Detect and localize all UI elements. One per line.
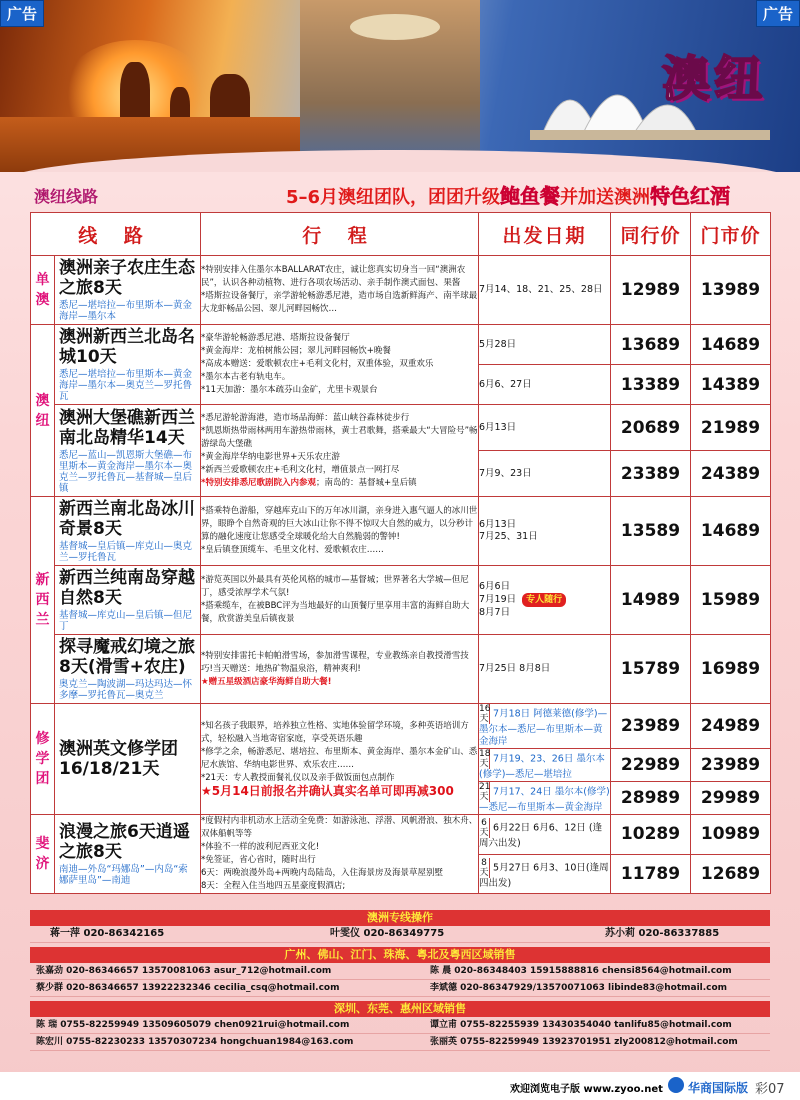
region-label: 修学团 (31, 704, 55, 815)
itinerary-line: *豪华游轮畅游悉尼港、塔斯拉设备餐厅 (201, 333, 350, 343)
header-trade-price: 同行价 (611, 213, 691, 256)
trade-price: 11789 (611, 854, 691, 894)
route-title: 新西兰纯南岛穿越自然8天 (59, 568, 195, 608)
contact-row (30, 1017, 770, 1034)
contact-heading: 广州、佛山、江门、珠海、粤北及粤西区域销售 (30, 947, 770, 963)
trade-price: 22989 (611, 749, 691, 782)
route-cell (55, 815, 201, 894)
date-text: 5月27日 6月3、10日(逢周四出发) (479, 862, 609, 889)
itinerary-line: *体验不一样的波利尼西亚文化! (201, 842, 320, 852)
destination-title: 澳纽 (661, 51, 766, 107)
itinerary-highlight: ★5月14日前报名并确认真实名单可即再减300 (201, 784, 454, 798)
route-cell (55, 497, 201, 566)
itinerary-line: *高成本赠送：爱歌顿农庄+毛利文化村，双重体验，双重欢乐 (201, 359, 434, 369)
contact-entry: 张嘉劲 020-86346657 13570081063 asur_712@hotmail.com (36, 966, 332, 976)
trade-price: 23389 (611, 451, 691, 497)
retail-price: 14389 (691, 365, 771, 405)
table-header (31, 213, 771, 256)
itinerary-line: *免签证，省心省时，随时出行 (201, 855, 316, 865)
region-label: 澳纽 (31, 325, 55, 497)
footer-brand: 华商国际版 (688, 1081, 749, 1095)
itinerary-line: *塔斯拉设备餐厅，亲学游轮畅游悉尼港，造市场自选新鲜海产、南半球最大龙虾畅品公园、翠儿河畔园畅饮… (201, 291, 478, 314)
route-title: 探寻魔戒幻境之旅8天(滑雪+农庄) (59, 637, 195, 677)
table-row (31, 635, 771, 704)
date-line: 6月13日 (479, 519, 517, 530)
route-cell (55, 635, 201, 704)
route-title: 澳洲英文修学团16/18/21天 (59, 739, 178, 779)
table-row (31, 405, 771, 451)
departure-date: 6月6、27日 (479, 365, 611, 405)
itinerary-line: *凯恩斯热带雨林两用车游热带雨林，黄士君歌舞，搭乘最大“大冒险号”畅游绿岛大堡礁 (201, 425, 478, 449)
route-cell (55, 704, 201, 815)
route-title: 澳洲大堡礁新西兰南北岛精华14天 (59, 407, 195, 448)
contact-row (30, 980, 770, 997)
contact-entry: 叶雯仪 020-86349775 (330, 928, 445, 939)
header-itinerary: 行 程 (201, 213, 479, 256)
departure-date: 7月9、23日 (479, 451, 611, 497)
promo-highlight: 特色红酒 (650, 184, 731, 208)
itinerary-cell (201, 256, 479, 325)
retail-price: 21989 (691, 405, 771, 451)
trade-price: 28989 (611, 782, 691, 815)
contact-section (30, 910, 770, 1051)
header-departure: 出发日期 (479, 213, 611, 256)
itinerary-line (201, 477, 478, 490)
itinerary-line: *墨尔本古老有轨电车。 (201, 372, 291, 382)
retail-price: 12689 (691, 854, 771, 894)
itinerary-cell (201, 815, 479, 894)
table-row (31, 256, 771, 325)
route-cell (55, 566, 201, 635)
itinerary-line: *特别安排入住墨尔本BALLARAT农庄，诚让您真实切身当一回“澳洲农民”，认识各种动植物、进行各项农场活动、亲手制作澳式面包、果酱 (201, 265, 466, 288)
departure-date (479, 815, 611, 855)
trade-price: 10289 (611, 815, 691, 855)
itinerary-line: *21天：专人教授面餐礼仪以及亲手做饭面包点制作 (201, 773, 395, 783)
route-table (30, 212, 771, 894)
departure-date (479, 749, 611, 782)
retail-price: 16989 (691, 635, 771, 704)
region-label: 新西兰 (31, 497, 55, 704)
contact-entry: 陈 晨 020-86348403 15915888816 chensi8564@hotmail.com (430, 966, 732, 976)
itinerary-line: 8天：全程入住当地四五星豪度假酒店; (201, 881, 346, 891)
retail-price: 14689 (691, 325, 771, 365)
table-row (31, 325, 771, 365)
itinerary-line: *皇后镇登顶缆车、毛里文化村、爱歌顿农庄…… (201, 545, 384, 555)
date-line: 7月25、31日 (479, 531, 538, 542)
retail-price: 10989 (691, 815, 771, 855)
contact-entry: 陈宏川 0755-82230233 13570307234 hongchuan1984@163.com (36, 1037, 354, 1047)
brand-logo-icon (668, 1077, 684, 1093)
departure-date (479, 704, 611, 749)
duration-label: 21天 (479, 782, 491, 802)
departure-date (479, 497, 611, 566)
route-cell (55, 325, 201, 405)
header-banner (0, 0, 800, 172)
itinerary-line: *搭乘缆车，在被BBC评为当地最好的山顶餐厅里享用丰富的海鲜自助大餐，欣赏游美皇后镇夜景 (201, 601, 470, 624)
contact-entry: 蔡少群 020-86346657 13922232346 cecilia_csq@hotmail.com (36, 983, 340, 993)
trade-price: 15789 (611, 635, 691, 704)
itinerary-line: *黄金海岸：龙柏树熊公园；翠儿河畔园畅饮+晚餐 (201, 346, 391, 356)
table-row (31, 566, 771, 635)
date-line (479, 593, 610, 607)
departure-date: 6月13日 (479, 405, 611, 451)
trade-price: 13389 (611, 365, 691, 405)
header-route: 线 路 (31, 213, 201, 256)
date-line: 8月7日 (479, 607, 511, 618)
contact-heading: 澳洲专线操作 (30, 910, 770, 926)
contact-row (30, 1034, 770, 1051)
escort-badge: 专人随行 (522, 593, 566, 607)
trade-price: 12989 (611, 256, 691, 325)
route-stops: 悉尼—蓝山—凯恩斯大堡礁—布里斯本—黄金海岸—墨尔本—奥克兰—罗托鲁瓦—基督城—皇后镇 (59, 449, 193, 494)
route-title: 新西兰南北岛冰川奇景8天 (59, 499, 195, 539)
duration-label: 16天 (479, 704, 491, 724)
route-stops: 奥克兰—陶波湖—玛达玛达—怀多摩—罗托鲁瓦—奥克兰 (59, 679, 193, 701)
contact-entry: 张丽英 0755-82259949 13923701951 zly200812@hotmail.com (430, 1037, 738, 1047)
section-title: 澳纽线路 (34, 187, 99, 206)
itinerary-highlight: ★赠五星级酒店豪华海鲜自助大餐! (201, 676, 332, 687)
itinerary-cell (201, 704, 479, 815)
promo-text: 5–6月澳纽团队，团团升级 (286, 187, 501, 208)
date-text: 6月22日 6月6、12日 (逢周六出发) (479, 822, 603, 850)
region-label: 斐济 (31, 815, 55, 894)
route-cell (55, 405, 201, 497)
itinerary-line: *游览英国以外最具有英伦风格的城市—基督城；世界著名大学城—但尼丁，感受浓厚学术气氛! (201, 575, 469, 598)
ad-label-right: 广告 (756, 0, 800, 27)
departure-date: 7月25日 8月8日 (479, 635, 611, 704)
table-row (31, 704, 771, 749)
route-stops: 南迪—外岛“玛娜岛”—内岛“索娜萨里岛”—南迪 (59, 864, 188, 886)
route-title: 澳洲新西兰北岛名城10天 (59, 327, 195, 367)
route-stops: 基督城—库克山—皇后镇—但尼丁 (59, 610, 193, 632)
route-title: 澳洲亲子农庄生态之旅8天 (59, 258, 195, 298)
itinerary-cell (201, 635, 479, 704)
departure-date: 7月14、18、21、25、28日 (479, 256, 611, 325)
footer-url: 欢迎浏览电子版 www.zyoo.net (510, 1084, 663, 1095)
page-footer (0, 1072, 800, 1100)
duration-label: 8天 (479, 857, 489, 878)
region-label: 单澳 (31, 256, 55, 325)
route-stops: 悉尼—堪培拉—布里斯本—黄金海岸—墨尔本—奥克兰—罗托鲁瓦 (59, 369, 193, 402)
contact-heading: 深圳、东莞、惠州区域销售 (30, 1001, 770, 1017)
retail-price: 24989 (691, 704, 771, 749)
contact-entry: 李斌德 020-86347929/13570071063 libinde83@hotmail.com (430, 983, 728, 993)
duration-label: 6天 (479, 818, 489, 839)
table-row (31, 497, 771, 566)
itinerary-cell (201, 405, 479, 497)
itinerary-line: *修学之余，畅游悉尼、堪培拉、布里斯本、黄金海岸、墨尔本金矿山、悉尼水族馆、华纳电影世界、欢乐农庄…… (201, 747, 478, 770)
date-text: 7月19、23、26日 墨尔本(修学)—悉尼—堪培拉 (479, 753, 605, 780)
contact-entry: 谭立甫 0755-82255939 13430354040 tanlifu85@hotmail.com (430, 1020, 732, 1030)
departure-date (479, 782, 611, 815)
route-title: 浪漫之旅6天逍遥之旅8天 (59, 822, 190, 862)
retail-price: 29989 (691, 782, 771, 815)
itinerary-line: *度假村内非机动水上活动全免费：如游泳池、浮潜、风帆滑浪、独木舟、双体船帆等等 (201, 816, 478, 839)
itinerary-text: ；南岛的：基督城+皇后镇 (315, 477, 417, 488)
trade-price: 23989 (611, 704, 691, 749)
promo-text: 并加送澳洲 (560, 187, 651, 208)
date-text: 7月19日 (479, 594, 517, 605)
itinerary-line: *特别安排雷托卡帕帕滑雪场，参加滑雪课程，专业教练亲自教授滑雪技巧!当天赠送：地热矿物温泉浴，精神爽利! (201, 650, 469, 674)
header-retail-price: 门市价 (691, 213, 771, 256)
contact-row (30, 963, 770, 980)
contact-row (30, 926, 770, 943)
date-line: 6月6日 (479, 581, 511, 592)
contact-entry: 陈 瑞 0755-82259949 13509605079 chen0921rui@hotmail.com (36, 1020, 350, 1030)
itinerary-line: *新西兰爱歌顿农庄+毛利文化村，增值景点一网打尽 (201, 464, 400, 475)
retail-price: 23989 (691, 749, 771, 782)
itinerary-line: *悉尼游轮游海港，造市场品海鲜：蓝山峡谷森林徒步行 (201, 412, 410, 423)
itinerary-cell (201, 497, 479, 566)
itinerary-cell (201, 325, 479, 405)
promo-highlight: 鲍鱼餐 (500, 184, 561, 208)
retail-price: 13989 (691, 256, 771, 325)
itinerary-line: *黄金海岸华纳电影世界+天乐农庄游 (201, 451, 340, 462)
contact-entry: 蒋一萍 020-86342165 (50, 928, 165, 939)
table-row (31, 815, 771, 855)
trade-price: 13589 (611, 497, 691, 566)
route-cell (55, 256, 201, 325)
retail-price: 14689 (691, 497, 771, 566)
route-stops: 基督城—皇后镇—库克山—奥克兰—罗托鲁瓦 (59, 541, 193, 563)
subtitle-bar (0, 176, 800, 210)
ad-label-left: 广告 (0, 0, 44, 27)
promo-headline (286, 180, 730, 209)
retail-price: 15989 (691, 566, 771, 635)
itinerary-line: *搭乘特色游船，穿越库克山下的万年冰川湖，亲身进入惠气逼人的冰川世界，眼睁个自然奇观的巨大冰山让你不得不惊叹大自然的威力，以分秒计算的融化速度让您感受全球暖化给大自然脆弱的警钟! (201, 506, 478, 542)
departure-date (479, 566, 611, 635)
date-text: 7月18日 阿德莱德(修学)—墨尔本—悉尼—布里斯本—黄金海岸 (479, 708, 608, 747)
trade-price: 20689 (611, 405, 691, 451)
departure-date: 5月28日 (479, 325, 611, 365)
itinerary-line: *知名孩子我眼界，培养独立性格、实地体验留学环境，多种英语培训方式，轻松融入当地寄宿家庭，享受英语乐趣 (201, 721, 469, 744)
duration-label: 18天 (479, 749, 491, 769)
hat (350, 14, 440, 40)
page-number: 彩07 (755, 1082, 785, 1097)
date-text: 7月17、24日 墨尔本(修学)—悉尼—布里斯本—黄金海岸 (479, 786, 610, 813)
trade-price: 13689 (611, 325, 691, 365)
trade-price: 14989 (611, 566, 691, 635)
itinerary-line: 6天：两晚浪漫外岛+两晚内岛陆岛，入住海景房及海景草屋别墅 (201, 868, 444, 878)
departure-date (479, 854, 611, 894)
retail-price: 24389 (691, 451, 771, 497)
itinerary-cell (201, 566, 479, 635)
itinerary-highlight: *特别安排悉尼歌剧院入内参观 (201, 477, 316, 488)
contact-entry: 苏小莉 020-86337885 (605, 928, 720, 939)
route-stops: 悉尼—堪培拉—布里斯本—黄金海岸—墨尔本 (59, 300, 193, 322)
itinerary-line: *11天加游：墨尔本疏芬山金矿，尤里卡观景台 (201, 385, 378, 395)
